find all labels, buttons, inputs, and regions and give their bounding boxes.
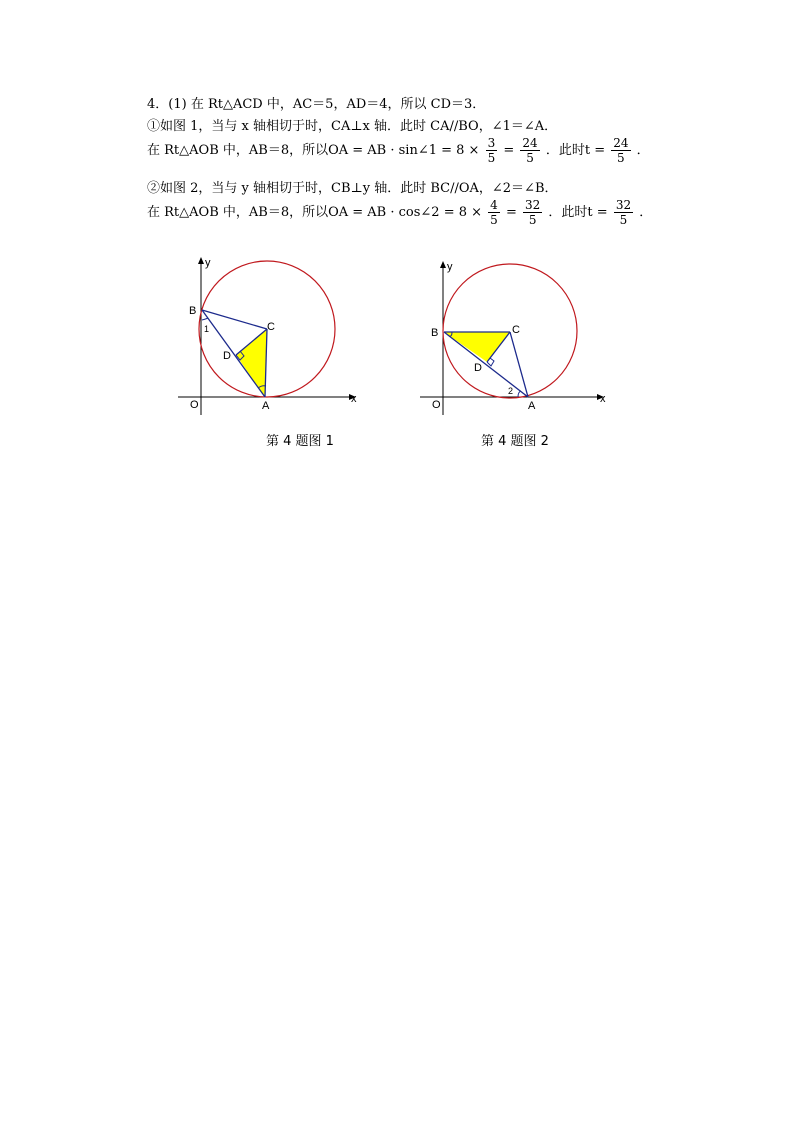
figure-1-diagram xyxy=(170,252,370,422)
line3-mid: ．此时t = xyxy=(545,143,606,158)
fraction-denominator: 5 xyxy=(617,151,625,165)
fraction-denominator: 5 xyxy=(526,151,534,165)
solution-line-2: ①如图 1，当与 x 轴相切于时，CA⊥x 轴．此时 CA//BO，∠1＝∠A． xyxy=(147,119,558,134)
fraction-denominator: 5 xyxy=(528,213,537,227)
equals-sign: = xyxy=(505,205,517,220)
fraction xyxy=(611,136,630,165)
line5-mid: ．此时t = xyxy=(548,205,608,220)
label-o: O xyxy=(432,399,441,411)
label-c: C xyxy=(512,324,520,336)
fraction-numerator: 32 xyxy=(615,198,632,212)
fraction-denominator: 5 xyxy=(490,213,498,227)
label-y: y xyxy=(447,261,453,273)
fraction-numerator: 3 xyxy=(487,136,496,150)
y-axis-arrow-icon xyxy=(440,261,446,268)
fraction xyxy=(520,136,539,165)
fraction-numerator: 4 xyxy=(490,198,498,212)
label-b: B xyxy=(431,327,439,339)
fraction-denominator: 5 xyxy=(487,151,496,165)
label-o: O xyxy=(190,399,199,411)
solution-line-3 xyxy=(147,136,650,165)
fraction-numerator: 32 xyxy=(525,198,541,212)
line3-prefix: 在 Rt△AOB 中，AB＝8，所以OA = AB · sin∠1 = 8 × xyxy=(147,143,480,158)
line3-end: ． xyxy=(636,143,650,158)
figure-2-diagram xyxy=(415,255,610,422)
fraction-denominator: 5 xyxy=(619,213,628,227)
solution-line-1: 4．(1) 在 Rt△ACD 中，AC＝5，AD＝4，所以 CD＝3． xyxy=(147,97,486,112)
figure-2-caption: 第 4 题图 2 xyxy=(481,434,549,449)
segment-bc xyxy=(202,310,267,329)
solution-line-5 xyxy=(147,198,652,227)
fraction xyxy=(488,198,500,227)
y-axis-arrow-icon xyxy=(198,257,204,264)
label-angle-2: 2 xyxy=(508,386,514,396)
line5-end: ． xyxy=(639,205,653,220)
figure-1-caption: 第 4 题图 1 xyxy=(266,434,334,449)
label-angle-1: 1 xyxy=(204,324,210,334)
label-b: B xyxy=(189,305,197,317)
label-d: D xyxy=(474,362,482,374)
label-x: x xyxy=(351,393,357,405)
line5-prefix: 在 Rt△AOB 中，AB＝8，所以OA = AB · cos∠2 = 8 × xyxy=(147,205,483,220)
label-d: D xyxy=(223,350,231,362)
fraction xyxy=(486,136,498,165)
fraction xyxy=(614,198,633,227)
circle-c xyxy=(443,264,577,398)
label-a: A xyxy=(262,400,270,412)
fraction-numerator: 24 xyxy=(613,136,629,150)
label-x: x xyxy=(600,393,606,405)
angle-1-arc xyxy=(202,318,208,320)
label-a: A xyxy=(528,400,536,412)
fraction-numerator: 24 xyxy=(522,136,538,150)
fraction xyxy=(523,198,542,227)
label-y: y xyxy=(205,257,211,269)
solution-line-4: ②如图 2，当与 y 轴相切于时，CB⊥y 轴．此时 BC//OA，∠2＝∠B． xyxy=(147,181,558,196)
equals-sign: = xyxy=(503,143,515,158)
label-c: C xyxy=(267,321,275,333)
